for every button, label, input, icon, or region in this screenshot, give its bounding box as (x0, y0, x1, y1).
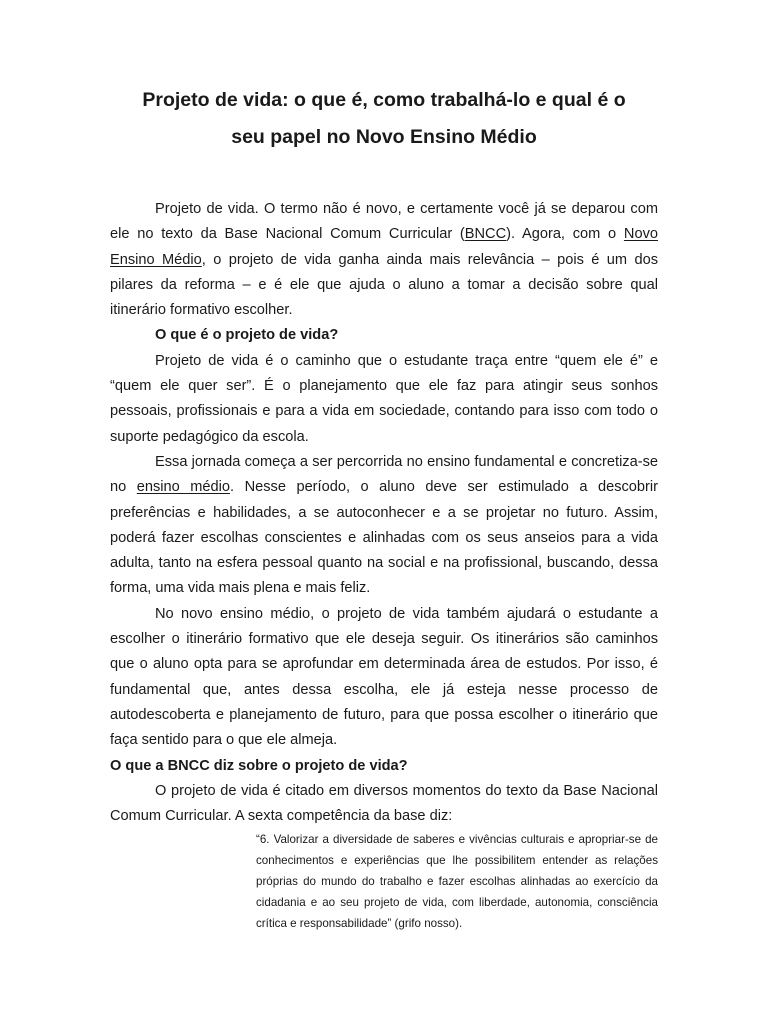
bncc-link[interactable]: BNCC (464, 226, 507, 243)
document-body (110, 197, 658, 934)
paragraph-text: ). Agora, com o (506, 226, 624, 243)
paragraph-text: Projeto de vida. O termo não é novo, e certamente você já se deparou com ele no texto da Base Nacional Comum Curricular ( (110, 201, 658, 243)
section-heading-bncc: O que a BNCC diz sobre o projeto de vida? (110, 757, 408, 774)
title-line-2: seu papel no Novo Ensino Médio (231, 126, 537, 148)
ensino-medio-link[interactable]: ensino médio (136, 479, 231, 496)
novo-ensino-medio-link[interactable]: Novo Ensino Médio (110, 226, 658, 268)
block-quote: “6. Valorizar a diversidade de saberes e vivências culturais e apropriar-se de conhecimentos e experiências que lhe possibilitem entender as relações próprias do mundo do trabalho e fazer escolhas alinhadas ao exercício da cidadania e ao seu projeto de vida, com liberdade, autonomia, consciência crítica e responsabilidade” (grifo nosso). (256, 833, 658, 931)
title-line-1: Projeto de vida: o que é, como trabalhá-lo e qual é o (142, 89, 626, 111)
document-title (110, 82, 658, 156)
paragraph-bncc: O projeto de vida é citado em diversos momentos do texto da Base Nacional Comum Curricular. A sexta competência da base diz: (110, 782, 658, 825)
section-heading-what-is: O que é o projeto de vida? (155, 327, 339, 344)
paragraph-text: , o projeto de vida ganha ainda mais relevância – pois é um dos pilares da reforma – e é ele que ajuda o aluno a tomar a decisão sobre qual itinerário formativo escolher. (110, 251, 658, 319)
paragraph-text: Essa jornada começa a ser percorrida no ensino fundamental e concretiza-se no (110, 453, 658, 496)
paragraph-itinerary: No novo ensino médio, o projeto de vida também ajudará o estudante a escolher o itinerário formativo que ele deseja seguir. Os itinerários são caminhos que o aluno opta para se aprofundar em determinada área de estudos. Por isso, é fundamental que, antes dessa escolha, ele já esteja nesse processo de autodescoberta e planejamento de futuro, para que possa escolher o itinerário que faça sentido para o que ele almeja. (110, 605, 658, 749)
paragraph-intro (110, 197, 658, 323)
paragraph-text: . Nesse período, o aluno deve ser estimulado a descobrir preferências e habilidades, a se autoconhecer e a se projetar no futuro. Assim, poderá fazer escolhas conscientes e alinhadas com os seus anseios para a vida adulta, tanto na esfera pessoal quanto na social e na profissional, buscando, dessa forma, uma vida mais plena e mais feliz. (110, 479, 658, 597)
paragraph-journey (110, 450, 658, 602)
paragraph-definition: Projeto de vida é o caminho que o estudante traça entre “quem ele é” e “quem ele quer ser”. É o planejamento que ele faz para atingir seus sonhos pessoais, profissionais e para a vida em sociedade, contando para isso com todo o suporte pedagógico da escola. (110, 352, 658, 445)
